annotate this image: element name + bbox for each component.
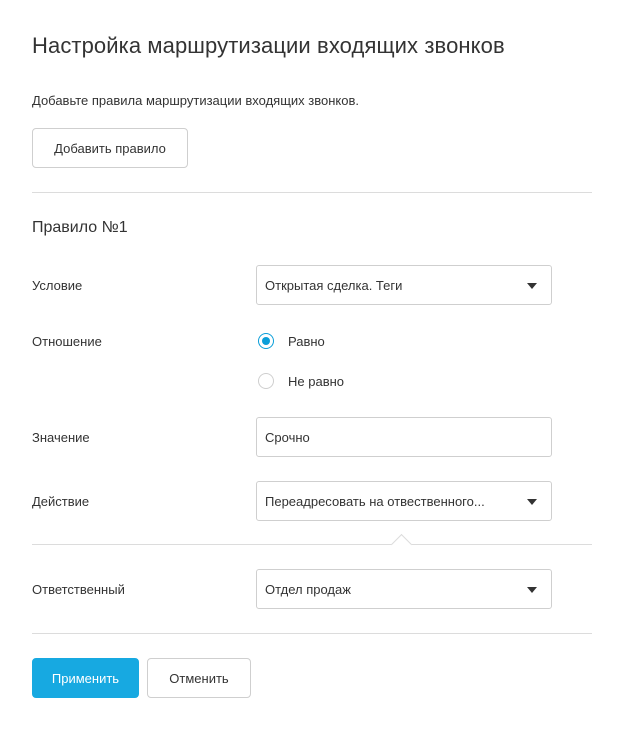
action-select[interactable] (256, 481, 552, 521)
caret-down-icon (527, 499, 537, 505)
condition-label: Условие (32, 278, 83, 293)
action-select-value: Переадресовать на отвественного... (265, 494, 485, 509)
value-label: Значение (32, 430, 90, 445)
caret-down-icon (527, 283, 537, 289)
radio-unchecked-icon[interactable] (258, 373, 274, 389)
caret-down-icon (527, 587, 537, 593)
condition-select-value: Открытая сделка. Теги (265, 278, 403, 293)
action-pointer-notch (391, 534, 412, 555)
responsible-label: Ответственный (32, 582, 125, 597)
cancel-button[interactable]: Отменить (147, 658, 251, 698)
divider-action (32, 544, 592, 545)
relation-label: Отношение (32, 334, 102, 349)
radio-equal-label: Равно (288, 333, 325, 349)
condition-select[interactable] (256, 265, 552, 305)
radio-not-equal[interactable] (258, 373, 344, 389)
radio-not-equal-label: Не равно (288, 373, 345, 389)
action-label: Действие (32, 494, 90, 509)
apply-button[interactable]: Применить (32, 658, 139, 698)
radio-equal[interactable] (258, 333, 325, 349)
page-subtitle: Добавьте правила маршрутизации входящих звонков. (32, 93, 359, 108)
radio-checked-icon[interactable] (258, 333, 274, 349)
divider-top (32, 192, 592, 193)
responsible-select-value: Отдел продаж (265, 582, 351, 597)
add-rule-button[interactable]: Добавить правило (32, 128, 188, 168)
value-input[interactable] (256, 417, 552, 457)
divider-bottom (32, 633, 592, 634)
responsible-select[interactable] (256, 569, 552, 609)
page-title: Настройка маршрутизации входящих звонков (32, 33, 505, 58)
rule-title: Правило №1 (32, 219, 128, 236)
